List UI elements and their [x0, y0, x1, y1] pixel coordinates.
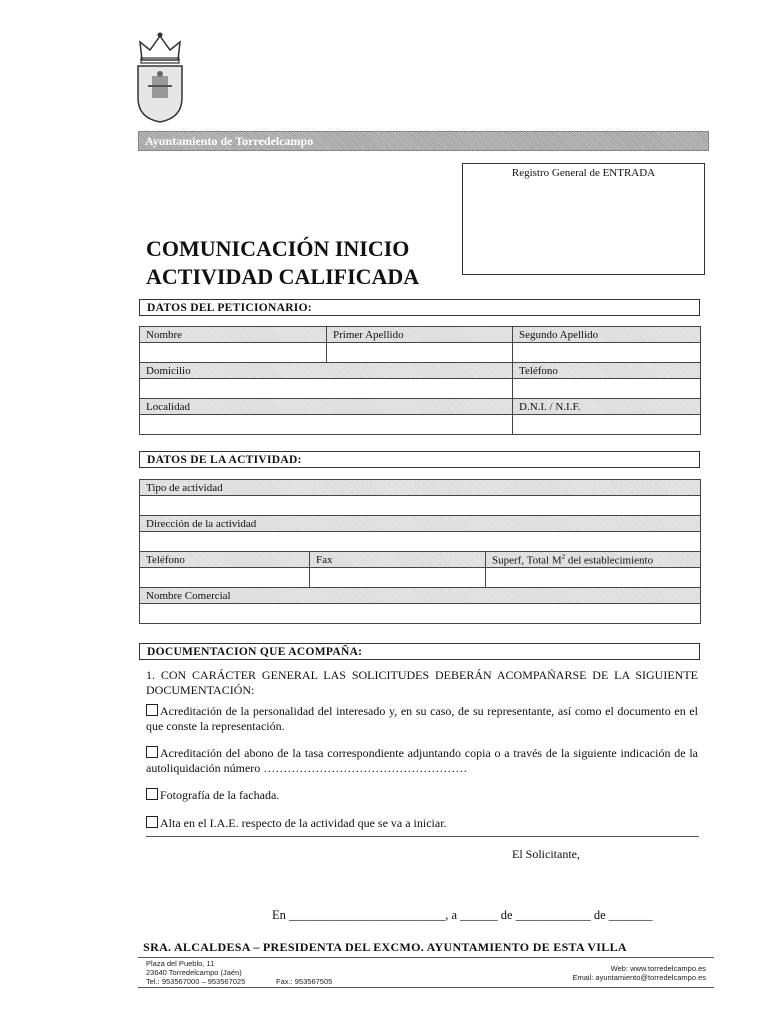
- fax-field[interactable]: [310, 568, 486, 588]
- registro-entrada-box: [462, 163, 705, 275]
- doc-item-4: [146, 816, 698, 831]
- primer-apellido-label: Primer Apellido: [327, 327, 513, 343]
- footer-address: [146, 959, 245, 986]
- footer-fax: Fax.: 953567505: [276, 977, 333, 986]
- title-line-1: COMUNICACIÓN INICIO: [146, 236, 410, 261]
- footer-divider-top: [138, 957, 714, 958]
- segundo-apellido-label: Segundo Apellido: [513, 327, 701, 343]
- organization-banner: [138, 131, 709, 151]
- domicilio-field[interactable]: [140, 379, 513, 399]
- tipo-actividad-field[interactable]: [140, 496, 701, 516]
- doc-item-3: [146, 788, 698, 803]
- doc-item-4-checkbox[interactable]: [146, 816, 158, 828]
- nombre-comercial-field[interactable]: [140, 604, 701, 624]
- organization-name: Ayuntamiento de Torredelcampo: [145, 134, 314, 148]
- peticionario-heading: DATOS DEL PETICIONARIO:: [139, 299, 700, 316]
- dni-field[interactable]: [513, 415, 701, 435]
- doc-item-3-text: Fotografía de la fachada.: [160, 788, 280, 802]
- dni-label: D.N.I. / N.I.F.: [513, 399, 701, 415]
- nombre-label: Nombre: [140, 327, 327, 343]
- segundo-apellido-field[interactable]: [513, 343, 701, 363]
- domicilio-label: Domicilio: [140, 363, 513, 379]
- footer-web: Web: www.torredelcampo.es: [610, 964, 706, 973]
- fecha-line: En _________________________, a ______ de ____________ de _______: [272, 908, 653, 922]
- telefono-field[interactable]: [513, 379, 701, 399]
- superficie-label: [486, 552, 701, 568]
- actividad-table: [139, 479, 701, 624]
- doc-item-2-text: Acreditación del abono de la tasa correspondiente adjuntando copia o a través de la siguiente indicación de la autoliquidación número ……………………………………………: [146, 746, 698, 775]
- doc-item-4-text: Alta en el I.A.E. respecto de la actividad que se va a iniciar.: [160, 816, 447, 830]
- localidad-label: Localidad: [140, 399, 513, 415]
- doc-item-1: [146, 704, 698, 734]
- peticionario-table: [139, 326, 701, 435]
- doc-item-1-text: Acreditación de la personalidad del interesado y, en su caso, de su representante, así como el documento en el que conste la representación.: [146, 704, 698, 733]
- documentacion-heading: DOCUMENTACION QUE ACOMPAÑA:: [139, 643, 700, 660]
- footer-tel: Tel.: 953567000 – 953567025: [146, 977, 246, 986]
- actividad-heading: DATOS DE LA ACTIVIDAD:: [139, 451, 700, 468]
- doc-item-2-checkbox[interactable]: [146, 746, 158, 758]
- documentacion-intro: 1. CON CARÁCTER GENERAL LAS SOLICITUDES DEBERÁN ACOMPAÑARSE DE LA SIGUIENTE DOCUMENTACIÓN:: [146, 668, 698, 697]
- nombre-comercial-label: Nombre Comercial: [140, 588, 701, 604]
- coat-of-arms-icon: [130, 30, 190, 125]
- actividad-telefono-field[interactable]: [140, 568, 310, 588]
- direccion-actividad-field[interactable]: [140, 532, 701, 552]
- divider: [146, 836, 699, 837]
- footer-address-2: 23640 Torredelcampo (Jaén): [146, 968, 242, 977]
- direccion-actividad-label: Dirección de la actividad: [140, 516, 701, 532]
- footer-address-1: Plaza del Pueblo, 11: [146, 959, 215, 968]
- superficie-label-text: Superf, Total M: [492, 554, 562, 567]
- actividad-telefono-label: Teléfono: [140, 552, 310, 568]
- document-title: [146, 235, 419, 291]
- footer-email: Email: ayuntamiento@torredelcampo.es: [572, 973, 706, 982]
- telefono-label: Teléfono: [513, 363, 701, 379]
- doc-item-3-checkbox[interactable]: [146, 788, 158, 800]
- primer-apellido-field[interactable]: [327, 343, 513, 363]
- localidad-field[interactable]: [140, 415, 513, 435]
- superficie-field[interactable]: [486, 568, 701, 588]
- title-line-2: ACTIVIDAD CALIFICADA: [146, 264, 420, 289]
- doc-item-1-checkbox[interactable]: [146, 704, 158, 716]
- registro-label: Registro General de ENTRADA: [511, 167, 656, 179]
- fax-label: Fax: [310, 552, 486, 568]
- footer-contact: [480, 964, 706, 982]
- footer-divider-bottom: [138, 987, 714, 988]
- superficie-label-rest: del establecimiento: [565, 554, 654, 567]
- nombre-field[interactable]: [140, 343, 327, 363]
- alcaldesa-line: SRA. ALCALDESA – PRESIDENTA DEL EXCMO. AYUNTAMIENTO DE ESTA VILLA: [143, 940, 627, 954]
- solicitante-label: El Solicitante,: [512, 847, 580, 861]
- doc-item-2: [146, 746, 698, 776]
- tipo-actividad-label: Tipo de actividad: [140, 480, 701, 496]
- superficie-label-sup: 2: [561, 552, 566, 561]
